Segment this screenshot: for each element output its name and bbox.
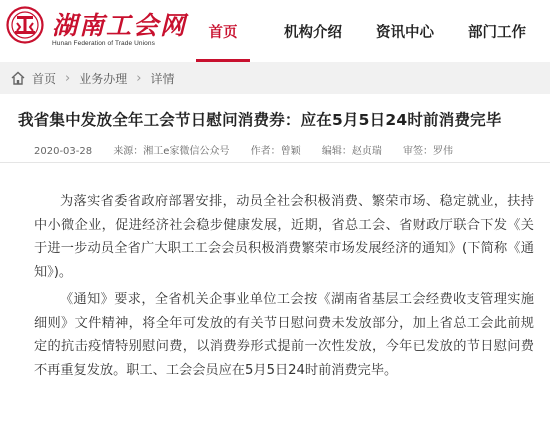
site-logo-title[interactable]: 湖南工会网 — [52, 11, 188, 40]
article-source: 来源：湘工e家微信公众号 — [113, 146, 230, 157]
article-meta — [34, 142, 471, 157]
breadcrumb-business[interactable]: 业务办理 — [79, 71, 128, 86]
breadcrumb — [0, 62, 550, 94]
site-header — [0, 0, 550, 62]
article-paragraph: 为落实省委省政府部署安排，动员全社会积极消费、繁荣市场、稳定就业，扶持中小微企业，促进经济社会稳步健康发展，近期，省总工会、省财政厅联合下发《关于进一步动员全省广大职工工会会员积极消费繁荣市场发展经济的通知》(下简称《通知》)。 — [34, 194, 534, 280]
home-icon — [10, 70, 26, 86]
article-title: 我省集中发放全年工会节日慰问消费券：应在5月5日24时前消费完毕 — [18, 111, 502, 129]
article-paragraph: 《通知》要求，全省机关企事业单位工会按《湖南省基层工会经费收支管理实施细则》文件精神，将全年可发放的有关节日慰问费未发放部分，加上省总工会此前规定的抗击疫情特别慰问费，以消费券形式提前一次性发放，今年已发放的节日慰问费不再重复发放。职工、工会会员应在5月5日24时前消费完毕。 — [34, 292, 534, 378]
nav-news-center[interactable]: 资讯中心 — [376, 24, 434, 41]
nav-home[interactable]: 首页 — [208, 24, 238, 41]
breadcrumb-separator-icon: › — [136, 70, 142, 86]
article-editor: 编辑：赵贞瑞 — [321, 146, 382, 157]
trade-union-logo-icon[interactable] — [6, 6, 44, 44]
article-author: 作者：曾颖 — [250, 146, 301, 157]
article-date: 2020-03-28 — [34, 146, 93, 157]
breadcrumb-separator-icon: › — [65, 70, 71, 86]
nav-department-work[interactable]: 部门工作 — [468, 24, 526, 41]
breadcrumb-detail: 详情 — [150, 71, 175, 86]
nav-organization[interactable]: 机构介绍 — [284, 24, 342, 41]
meta-divider — [0, 162, 550, 163]
main-nav — [178, 0, 542, 62]
breadcrumb-home[interactable]: 首页 — [32, 71, 57, 86]
article-reviewer: 审签：罗伟 — [403, 146, 454, 157]
site-logo-subtitle: Hunan Federation of Trade Unions — [52, 40, 155, 47]
